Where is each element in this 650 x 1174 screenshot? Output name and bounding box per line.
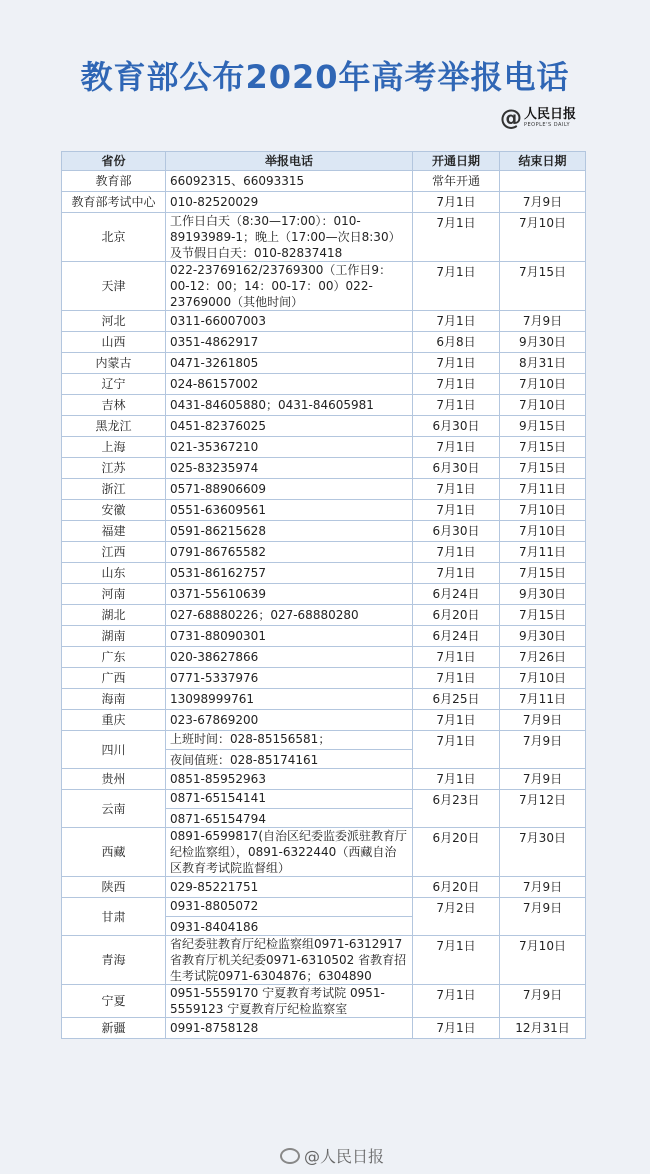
province-cell: 湖北 (62, 605, 166, 626)
start-date-cell: 7月1日 (413, 213, 500, 262)
province-cell: 教育部 (62, 171, 166, 192)
phone-cell (166, 374, 413, 395)
end-date-cell (500, 171, 586, 192)
province-cell: 上海 (62, 437, 166, 458)
province-cell: 四川 (62, 731, 166, 769)
phone-number: 0851-85952963 (170, 772, 266, 786)
end-date-cell: 7月15日 (500, 605, 586, 626)
phone-number: 0891-6599817(自治区纪委监委派驻教育厅纪检监察组），0891-6322440（西藏自治区教育考试院监督组） (170, 829, 407, 875)
phone-number: 夜间值班：028-85174161 (166, 749, 412, 768)
phone-number: 010-82520029 (170, 195, 259, 209)
table-row (62, 790, 586, 828)
phone-number: 0951-5559170 宁夏教育考试院 0951-5559123 宁夏教育厅纪检监察室 (170, 986, 385, 1016)
phone-cell (166, 626, 413, 647)
phone-number: 省纪委驻教育厅纪检监察组0971-6312917 省教育厅机关纪委0971-6310502 省教育招生考试院0971-6304876；6304890 (170, 937, 407, 983)
table-row (62, 985, 586, 1018)
start-date-cell: 7月1日 (413, 500, 500, 521)
phone-cell (166, 769, 413, 790)
start-date-cell: 6月23日 (413, 790, 500, 828)
start-date-cell: 7月1日 (413, 936, 500, 985)
province-cell: 黑龙江 (62, 416, 166, 437)
phone-number: 020-38627866 (170, 650, 259, 664)
table-row (62, 936, 586, 985)
province-cell: 河南 (62, 584, 166, 605)
phone-number: 0371-55610639 (170, 587, 266, 601)
table-row (62, 213, 586, 262)
province-cell: 吉林 (62, 395, 166, 416)
end-date-cell: 8月31日 (500, 353, 586, 374)
province-cell: 江苏 (62, 458, 166, 479)
end-date-cell: 7月9日 (500, 731, 586, 769)
phone-cell (166, 262, 413, 311)
end-date-cell: 7月9日 (500, 710, 586, 731)
phone-number: 0531-86162757 (170, 566, 266, 580)
phone-cell (166, 689, 413, 710)
phone-cell (166, 500, 413, 521)
table-row (62, 395, 586, 416)
table-row (62, 877, 586, 898)
table-header-row (62, 152, 586, 171)
table-row (62, 521, 586, 542)
phone-number: 027-68880226；027-68880280 (170, 608, 359, 622)
end-date-cell: 7月15日 (500, 262, 586, 311)
end-date-cell: 7月15日 (500, 563, 586, 584)
province-cell: 天津 (62, 262, 166, 311)
province-cell: 云南 (62, 790, 166, 828)
start-date-cell: 7月1日 (413, 563, 500, 584)
end-date-cell: 9月30日 (500, 626, 586, 647)
header-start-date: 开通日期 (413, 152, 500, 171)
start-date-cell: 7月1日 (413, 542, 500, 563)
start-date-cell: 6月30日 (413, 458, 500, 479)
phone-number: 0351-4862917 (170, 335, 259, 349)
table-row (62, 584, 586, 605)
phone-number: 0731-88090301 (170, 629, 266, 643)
table-row (62, 500, 586, 521)
end-date-cell: 7月10日 (500, 213, 586, 262)
phone-cell (166, 192, 413, 213)
watermark-text: @人民日报 (304, 1147, 385, 1166)
start-date-cell: 6月25日 (413, 689, 500, 710)
phone-number: 0871-65154141 (170, 791, 266, 805)
phone-cell (166, 790, 413, 828)
start-date-cell: 7月1日 (413, 985, 500, 1018)
end-date-cell: 9月30日 (500, 584, 586, 605)
phone-cell (166, 584, 413, 605)
phone-cell (166, 213, 413, 262)
phone-cell (166, 437, 413, 458)
table-row (62, 332, 586, 353)
end-date-cell: 7月10日 (500, 374, 586, 395)
table-row (62, 605, 586, 626)
province-cell: 青海 (62, 936, 166, 985)
table-row (62, 898, 586, 936)
phone-cell (166, 605, 413, 626)
table-row (62, 171, 586, 192)
end-date-cell: 12月31日 (500, 1018, 586, 1039)
province-cell: 宁夏 (62, 985, 166, 1018)
end-date-cell: 7月10日 (500, 936, 586, 985)
phone-number: 上班时间：028-85156581； (170, 732, 331, 746)
phone-number: 022-23769162/23769300（工作日9：00-12：00；14：00-17：00）022-23769000（其他时间） (170, 263, 392, 309)
at-symbol: @ (500, 106, 522, 131)
table-row (62, 769, 586, 790)
table-row (62, 458, 586, 479)
end-date-cell: 7月11日 (500, 542, 586, 563)
end-date-cell: 7月9日 (500, 192, 586, 213)
province-cell: 西藏 (62, 828, 166, 877)
page-title: 教育部公布2020年高考举报电话 (80, 58, 570, 96)
table-row (62, 353, 586, 374)
province-cell: 浙江 (62, 479, 166, 500)
start-date-cell: 7月1日 (413, 479, 500, 500)
phone-number: 0471-3261805 (170, 356, 259, 370)
table-row (62, 262, 586, 311)
start-date-cell: 7月1日 (413, 192, 500, 213)
start-date-cell: 7月1日 (413, 353, 500, 374)
province-cell: 辽宁 (62, 374, 166, 395)
brand-logo (500, 108, 576, 130)
phone-number: 0931-8805072 (170, 899, 259, 913)
table-row (62, 647, 586, 668)
start-date-cell: 6月20日 (413, 877, 500, 898)
phone-cell (166, 353, 413, 374)
phone-cell (166, 731, 413, 769)
start-date-cell: 6月30日 (413, 521, 500, 542)
start-date-cell: 7月1日 (413, 437, 500, 458)
start-date-cell: 6月24日 (413, 626, 500, 647)
phone-number: 025-83235974 (170, 461, 259, 475)
province-cell: 陕西 (62, 877, 166, 898)
end-date-cell: 7月9日 (500, 769, 586, 790)
province-cell: 新疆 (62, 1018, 166, 1039)
table-row (62, 192, 586, 213)
phone-cell (166, 416, 413, 437)
start-date-cell: 7月2日 (413, 898, 500, 936)
end-date-cell: 9月30日 (500, 332, 586, 353)
province-cell: 福建 (62, 521, 166, 542)
start-date-cell: 6月30日 (413, 416, 500, 437)
end-date-cell: 7月10日 (500, 521, 586, 542)
phone-number: 0591-86215628 (170, 524, 266, 538)
phone-cell (166, 479, 413, 500)
weibo-icon (280, 1148, 300, 1164)
phone-number: 0791-86765582 (170, 545, 266, 559)
end-date-cell: 7月11日 (500, 689, 586, 710)
table-row (62, 563, 586, 584)
phone-cell (166, 311, 413, 332)
phone-number: 021-35367210 (170, 440, 259, 454)
phone-cell (166, 710, 413, 731)
province-cell: 江西 (62, 542, 166, 563)
table-row (62, 374, 586, 395)
end-date-cell: 7月26日 (500, 647, 586, 668)
phone-number: 029-85221751 (170, 880, 259, 894)
province-cell: 山东 (62, 563, 166, 584)
phone-cell (166, 563, 413, 584)
table-row (62, 416, 586, 437)
province-cell: 广西 (62, 668, 166, 689)
province-cell: 海南 (62, 689, 166, 710)
brand-english: PEOPLE'S DAILY (524, 122, 571, 128)
watermark (280, 1144, 384, 1167)
start-date-cell: 7月1日 (413, 262, 500, 311)
table-row (62, 437, 586, 458)
brand-name: 人民日报 (524, 107, 577, 122)
start-date-cell: 7月1日 (413, 1018, 500, 1039)
start-date-cell: 7月1日 (413, 395, 500, 416)
table-row (62, 689, 586, 710)
end-date-cell: 7月10日 (500, 395, 586, 416)
end-date-cell: 7月30日 (500, 828, 586, 877)
start-date-cell: 6月24日 (413, 584, 500, 605)
phone-number: 0451-82376025 (170, 419, 266, 433)
phone-cell (166, 395, 413, 416)
phone-cell (166, 877, 413, 898)
province-cell: 河北 (62, 311, 166, 332)
province-cell: 教育部考试中心 (62, 192, 166, 213)
end-date-cell: 7月10日 (500, 668, 586, 689)
start-date-cell: 7月1日 (413, 668, 500, 689)
province-cell: 内蒙古 (62, 353, 166, 374)
phone-number: 0871-65154794 (166, 808, 412, 827)
province-cell: 贵州 (62, 769, 166, 790)
phone-number: 0551-63609561 (170, 503, 266, 517)
phone-number: 0771-5337976 (170, 671, 259, 685)
phone-cell (166, 171, 413, 192)
hotline-table (61, 151, 586, 1039)
end-date-cell: 9月15日 (500, 416, 586, 437)
start-date-cell: 常年开通 (413, 171, 500, 192)
province-cell: 广东 (62, 647, 166, 668)
phone-cell (166, 542, 413, 563)
phone-number: 0311-66007003 (170, 314, 266, 328)
province-cell: 重庆 (62, 710, 166, 731)
start-date-cell: 6月8日 (413, 332, 500, 353)
start-date-cell: 6月20日 (413, 605, 500, 626)
end-date-cell: 7月9日 (500, 311, 586, 332)
phone-cell (166, 828, 413, 877)
start-date-cell: 7月1日 (413, 769, 500, 790)
phone-number: 024-86157002 (170, 377, 259, 391)
phone-number: 0991-8758128 (170, 1021, 259, 1035)
start-date-cell: 7月1日 (413, 710, 500, 731)
phone-cell (166, 647, 413, 668)
end-date-cell: 7月9日 (500, 985, 586, 1018)
province-cell: 山西 (62, 332, 166, 353)
table-row (62, 542, 586, 563)
phone-cell (166, 458, 413, 479)
phone-number: 0931-8404186 (166, 916, 412, 935)
table-row (62, 828, 586, 877)
phone-cell (166, 1018, 413, 1039)
end-date-cell: 7月15日 (500, 458, 586, 479)
phone-number: 0431-84605880；0431-84605981 (170, 398, 374, 412)
end-date-cell: 7月9日 (500, 898, 586, 936)
end-date-cell: 7月12日 (500, 790, 586, 828)
province-cell: 湖南 (62, 626, 166, 647)
end-date-cell: 7月10日 (500, 500, 586, 521)
phone-number: 工作日白天（8:30—17:00）：010-89193989-1；晚上（17:00—次日8:30）及节假日白天：010-82837418 (170, 214, 401, 260)
table-row (62, 1018, 586, 1039)
header-phone: 举报电话 (166, 152, 413, 171)
phone-cell (166, 521, 413, 542)
start-date-cell: 7月1日 (413, 647, 500, 668)
phone-number: 023-67869200 (170, 713, 259, 727)
phone-cell (166, 668, 413, 689)
table-row (62, 731, 586, 769)
header-end-date: 结束日期 (500, 152, 586, 171)
table-row (62, 626, 586, 647)
phone-number: 0571-88906609 (170, 482, 266, 496)
start-date-cell: 7月1日 (413, 311, 500, 332)
phone-cell (166, 936, 413, 985)
header-province: 省份 (62, 152, 166, 171)
province-cell: 安徽 (62, 500, 166, 521)
province-cell: 甘肃 (62, 898, 166, 936)
province-cell: 北京 (62, 213, 166, 262)
table-row (62, 479, 586, 500)
phone-number: 66092315、66093315 (170, 174, 305, 188)
phone-cell (166, 898, 413, 936)
start-date-cell: 7月1日 (413, 731, 500, 769)
end-date-cell: 7月11日 (500, 479, 586, 500)
start-date-cell: 6月20日 (413, 828, 500, 877)
start-date-cell: 7月1日 (413, 374, 500, 395)
phone-cell (166, 985, 413, 1018)
table-row (62, 710, 586, 731)
table-row (62, 311, 586, 332)
phone-number: 13098999761 (170, 692, 254, 706)
phone-cell (166, 332, 413, 353)
end-date-cell: 7月15日 (500, 437, 586, 458)
end-date-cell: 7月9日 (500, 877, 586, 898)
table-row (62, 668, 586, 689)
